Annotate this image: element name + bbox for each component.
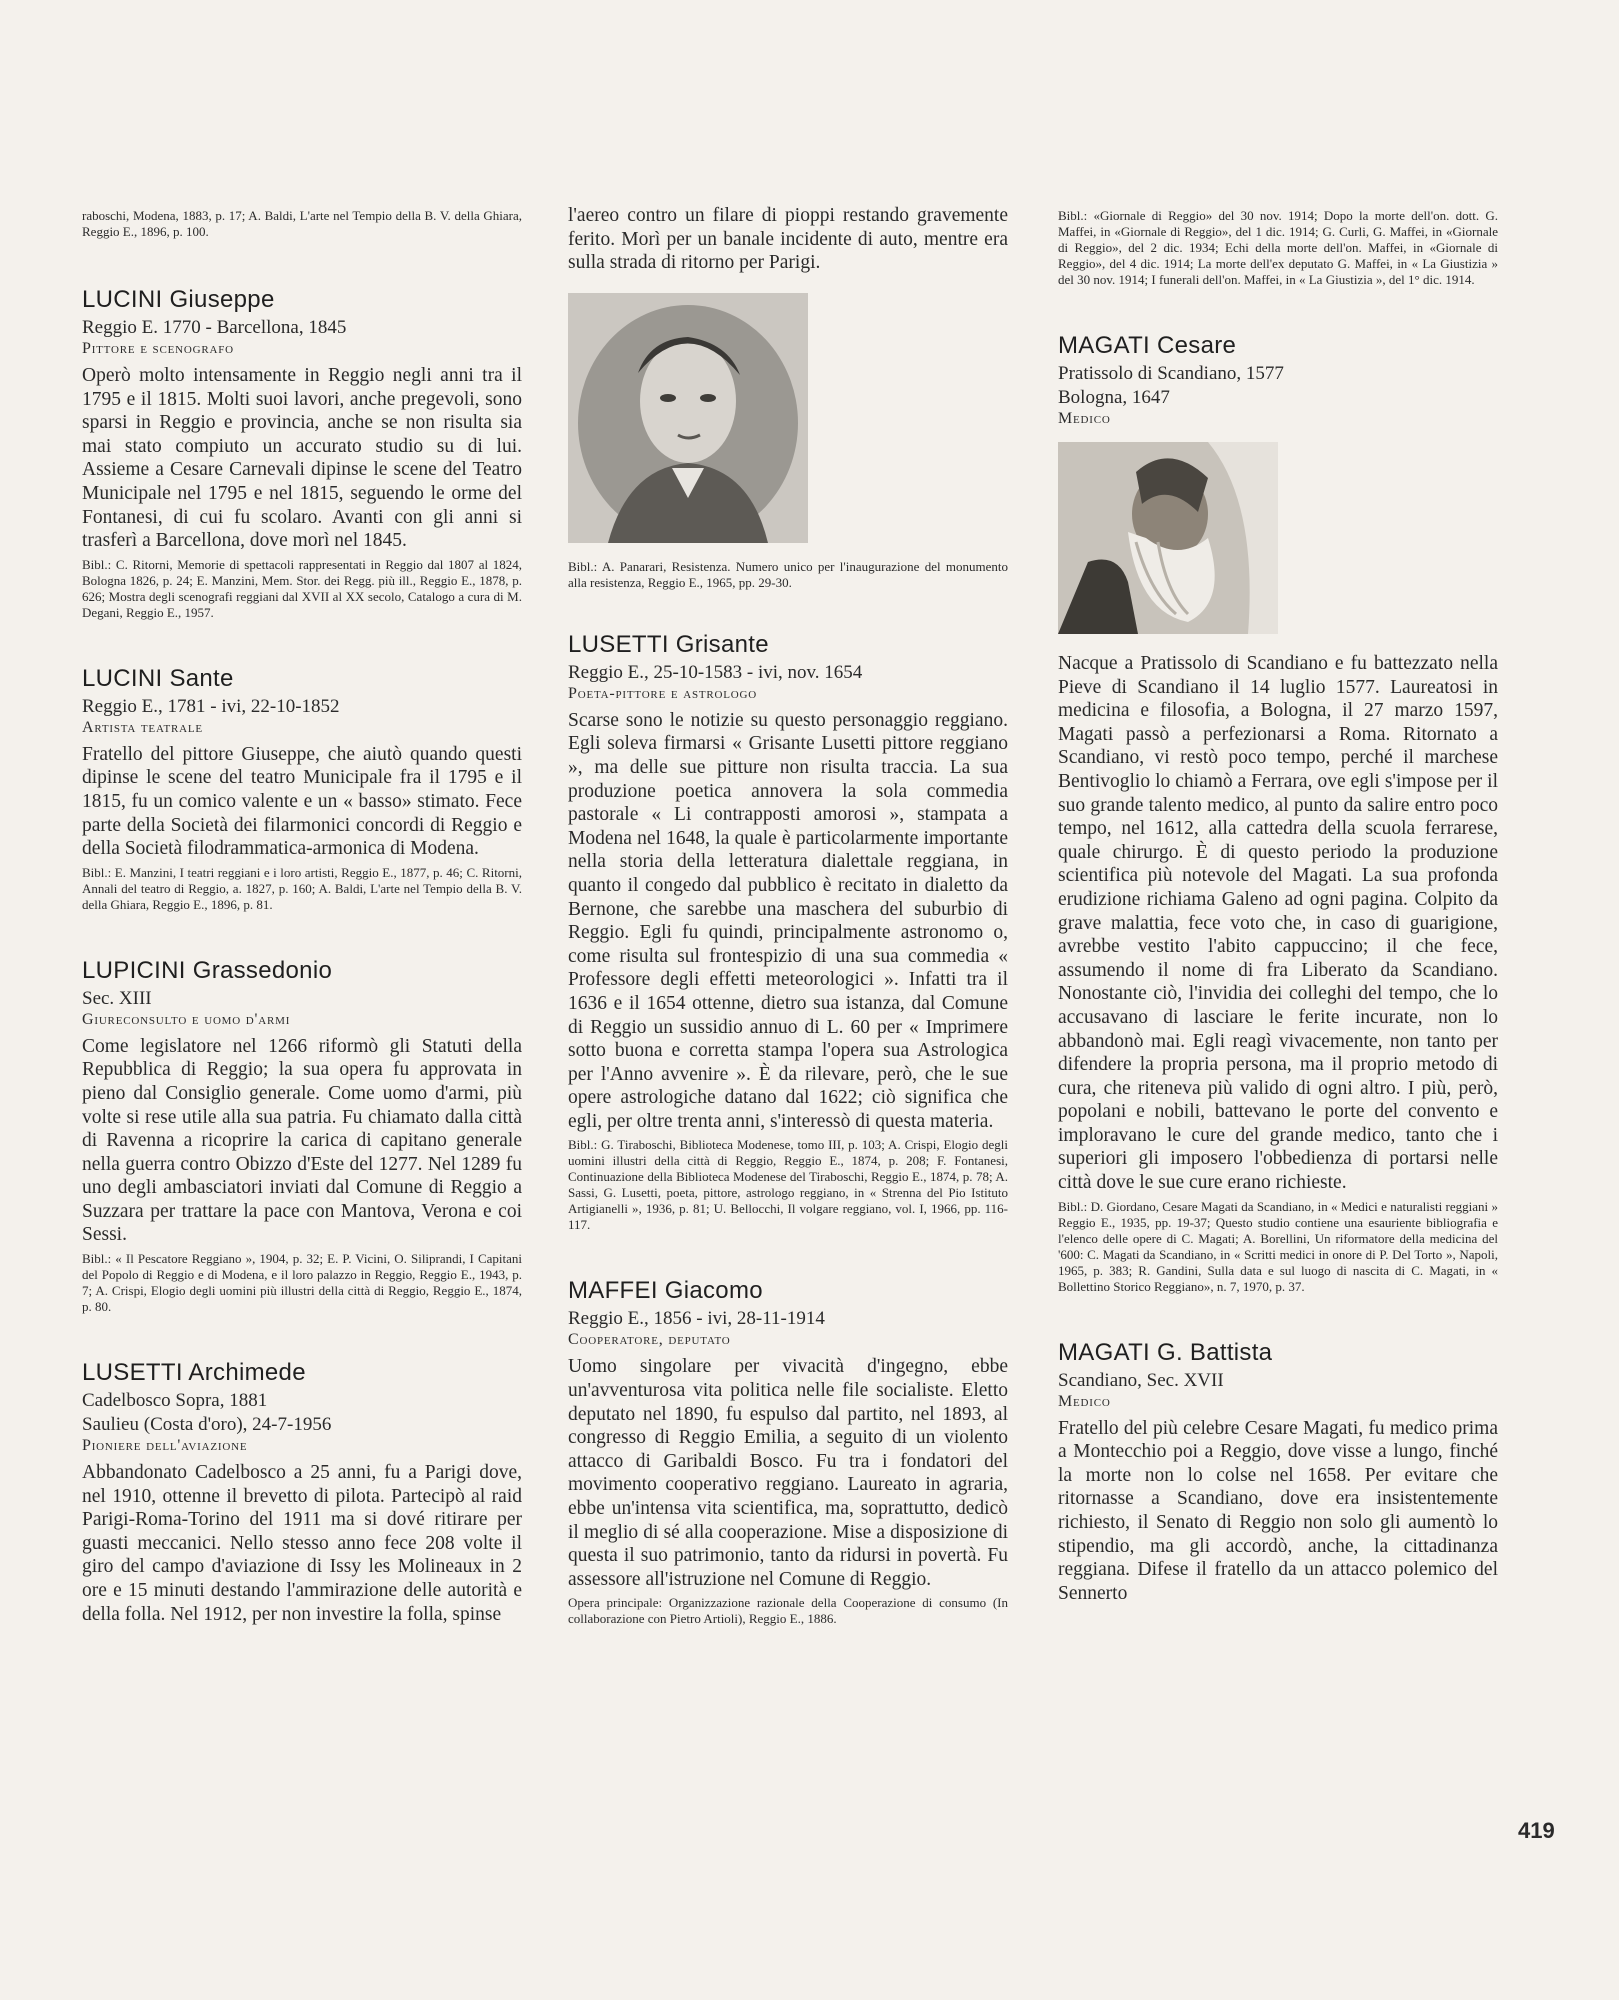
portrait-magati-cesare [1058,442,1278,634]
entry-body: Uomo singolare per vivacità d'ingegno, ebbe un'avventurosa vita politica nelle file socialiste. Eletto deputato nel 1890, fu espulso dal partito, nel 1893, al congresso di Reggio Emilia, a seguito di un violento attacco di Garibaldi Bosco. Fu tra i fondatori del movimento cooperativo reggiano. Laureato in agraria, ebbe un'intensa vita scientifica, ma, soprattutto, dedicò il meglio di sé alla cooperazione. Mise a disposizione di questa il suo patrimonio, tanto da ridursi in povertà. Fu assessore all'istruzione nel Comune di Reggio. [568,1356,1008,1590]
entry-body: Come legislatore nel 1266 riformò gli Statuti della Repubblica di Reggio; la sua opera fu approvata in pieno dal Consiglio generale. Come uomo d'armi, più volte si rese utile alla sua patria. Fu chiamato dalla città di Ravenna a ricoprire la carica di capitano generale nella guerra contro Obizzo d'Este del 1277. Nel 1289 fu uno degli ambasciatori inviati dal Comune di Reggio a Suzzara per trattare la pace con Mantova, Verona e coi Sessi. [82,1035,522,1246]
entry-bibliography: Opera principale: Organizzazione razionale della Cooperazione di consumo (In collaborazione con Pietro Artioli), Reggio E., 1886. [568,1595,1008,1627]
entry-place: Pratissolo di Scandiano, 1577 Bologna, 1647 [1058,363,1284,408]
entry-place: Reggio E., 25-10-1583 - ivi, nov. 1654 [568,661,863,683]
portrait-caption-bibliography: Bibl.: A. Panarari, Resistenza. Numero unico per l'inaugurazione del monumento alla resistenza, Reggio E., 1965, pp. 29-30. [568,558,1008,590]
entry-bibliography: Bibl.: D. Giordano, Cesare Magati da Scandiano, in « Medici e naturalisti reggiani » Reggio E., 1935, pp. 19-37; Questo studio contiene una esauriente bibliografia e l'elenco delle opere di C. Magati; A. Borellini, Un riformatore della medicina del '600: C. Magati da Scandiano, in « Scritti medici in onore di P. Del Torto », Napoli, 1965, p. 383; R. Gandini, Sulla data e sul luogo di nascita di C. Magati, in « Bollettino Storico Reggiano», n. 7, 1970, p. 37. [1058,1198,1498,1294]
entry-lusetti-archimede [82,1359,522,1626]
entry-bibliography: Bibl.: C. Ritorni, Memorie di spettacoli rappresentati in Reggio dal 1807 al 1824, Bologna 1826, p. 24; E. Manzini, Mem. Stor. dei Regg. più ill., Reggio E., 1878, p. 626; Mostra degli scenografi reggiani dal XVII al XX secolo, Catalogo a cura di M. Degani, Reggio E., 1957. [82,556,522,620]
entry-bibliography: Bibl.: « Il Pescatore Reggiano », 1904, p. 32; E. P. Vicini, O. Siliprandi, I Capitani del Popolo di Reggio e di Modena, e il loro palazzo in Reggio, Reggio E., 1943, p. 7; A. Crispi, Elogio degli uomini più illustri della città di Reggio, Reggio E., 1874, p. 80. [82,1251,522,1315]
entry-profession: Pittore e scenografo [82,340,234,357]
entry-place: Sec. XIII [82,987,152,1009]
page-number: 419 [1518,1818,1555,1843]
entry-lucini-giuseppe [82,286,522,621]
entry-body: Scarse sono le notizie su questo personaggio reggiano. Egli soleva firmarsi « Grisante Lusetti pittore reggiano », ma delle sue pitture non risulta traccia. La sua produzione poetica annovera la sola commedia pastorale « Li contrapposti amorosi », stampata a Modena nel 1648, la quale è particolarmente importante nella storia della letteratura dialettale reggiana, in quanto il congedo dal pubblico è recitato in dialetto da Bernone, che sarebbe una maschera del suburbio di Reggio. Egli fu quindi, principalmente astronomo o, come risulta sul frontespizio di una sua commedia « Professore degli effetti meteorologici ». Infatti tra il 1636 e il 1654 ottenne, dietro sua istanza, dal Comune di Reggio un sussidio annuo di L. 60 per « Imprimere sotto buona e corretta stampa l'opera sua Astrologica per l'Anno avvenire ». È da rilevare, però, che le sue opere astrologiche datano dal 1622; ciò significa che egli, per oltre trenta anni, s'interessò di questa materia. [568,709,1008,1132]
portrait-lusetti-archimede [568,293,808,543]
entry-lusetti-grisante [568,631,1008,1234]
portrait-image [568,293,808,543]
entry-place: Scandiano, Sec. XVII [1058,1369,1224,1391]
entry-maffei-giacomo [568,1277,1008,1627]
entry-name: LUCINI Sante [82,664,234,692]
entry-profession: Medico [1058,410,1111,427]
column-1 [82,204,522,1670]
entry-bibliography: Bibl.: E. Manzini, I teatri reggiani e i loro artisti, Reggio E., 1877, p. 46; C. Ritorni, Annali del teatro di Reggio, a. 1827, p. 160; A. Baldi, L'arte nel Tempio della B. V. della Ghiara, Reggio E., 1896, p. 81. [82,864,522,912]
entry-magati-cesare [1058,332,1498,1295]
entry-name: LUPICINI Grassedonio [82,956,333,984]
entry-profession: Giureconsulto e uomo d'armi [82,1010,291,1028]
entry-body: Operò molto intensamente in Reggio negli anni tra il 1795 e il 1815. Molti suoi lavori, anche pregevoli, sono sparsi in Reggio e provincia, anche se non risulta sia mai stato compiuto un accurato studio su di lui. Assieme a Cesare Carnevali dipinse le scene del Teatro Municipale nel 1795 e nel 1815, seguendo le orme del Fontanesi, di cui fu scolaro. Avanti con gli anni si trasferì a Barcellona, dove morì nel 1845. [82,365,522,552]
entry-body: Abbandonato Cadelbosco a 25 anni, fu a Parigi dove, nel 1910, ottenne il brevetto di pilota. Partecipò al raid Parigi-Roma-Torino del 1911 ma si dové ritirare per guasti meccanici. Nello stesso anno fece 208 volte il giro del campo d'aviazione di Issy les Molineaux in 2 ore e 15 minuti destando l'ammirazione delle autorità e della folla. Nel 1912, per non investire la folla, spinse [82,1462,522,1625]
entry-name: MAGATI G. Battista [1058,1338,1273,1366]
entry-place: Reggio E., 1856 - ivi, 28-11-1914 [568,1308,825,1330]
continuation-bibliography: Bibl.: «Giornale di Reggio» del 30 nov. 1914; Dopo la morte dell'on. dott. G. Maffei, in «Giornale di Reggio», del 1 dic. 1914; G. Curli, G. Maffei, in «Giornale di Reggio», del 2 dic. 1934; Echi della morte dell'on. Maffei, in «Giornale di Reggio», del 4 dic. 1914; La morte dell'ex deputato G. Maffei, in « La Giustizia » del 30 nov. 1914; I funerali dell'on. Maffei, in « La Giustizia », del 1° dic. 1914. [1058,208,1498,287]
continuation-bibliography: raboschi, Modena, 1883, p. 17; A. Baldi, L'arte nel Tempio della B. V. della Ghiara, Reggio E., 1896, p. 100. [82,208,522,239]
column-2 [568,204,1008,1671]
entry-profession: Artista teatrale [82,718,203,736]
entry-name: MAGATI Cesare [1058,332,1237,359]
entry-body: Fratello del pittore Giuseppe, che aiutò quando questi dipinse le scene del teatro Municipale fra il 1795 e il 1815, fu un comico valente e un « basso» stimato. Fece parte della Società dei filarmonici concordi di Reggio e della Società filodrammatica-armonica di Modena. [82,743,522,860]
entry-place: Cadelbosco Sopra, 1881 Saulieu (Costa d'oro), 24-7-1956 [82,1390,332,1436]
continuation-text: l'aereo contro un filare di pioppi restando gravemente ferito. Morì per un banale incidente di auto, mentre era sulla strada di ritorno per Parigi. [568,205,1008,274]
entry-profession: Poeta-pittore e astrologo [568,684,758,702]
entry-body: Nacque a Pratissolo di Scandiano e fu battezzato nella Pieve di Scandiano il 14 luglio 1577. Laureatosi in medicina e filosofia, a Bologna, il 27 marzo 1597, Magati passò a perfezionarsi a Roma. Ritornato a Scandiano, vi restò poco tempo, perché il marchese Bentivoglio lo chiamò a Ferrara, ove egli s'impose per il suo grande talento medico, al punto da salire entro poco tempo, nel 1612, alla cattedra della scuola ferrarese, quale chirurgo. È di questo periodo la produzione scientifica più notevole del Magati. La sua profonda erudizione richiama Galeno ad ogni pagina. Colpito da grave malattia, fece voto che, in caso di guarigione, avrebbe vestito l'abito cappuccino; il che fece, assumendo il nome di fra Liberato da Scandiano. Nonostante ciò, l'invidia dei colleghi del tempo, che lo accusavano di lasciare le ferite incurate, non lo abbandonò mai. Egli reagì vivacemente, non tanto per difendere la propria persona, ma il proprio metodo di cura, che riteneva più valido di ogni altro. I più, però, popolani e nobili, battevano le porte del convento e imploravano le cure del grande medico, tanto che i superiori gli imposero l'obbedienza di portarsi nelle città dove le sue cure erano richieste. [1058,653,1498,1194]
entry-lucini-sante [82,665,522,913]
portrait-image [1058,442,1278,634]
entry-bibliography: Bibl.: G. Tiraboschi, Biblioteca Modenese, tomo III, p. 103; A. Crispi, Elogio degli uomini illustri della città di Reggio, Reggio E., 1874, p. 208; F. Fontanesi, Continuazione della Biblioteca Modenese del Tiraboschi, Reggio E., 1874, p. 78; A. Sassi, G. Lusetti, poeta, pittore, astrologo reggiano, in « Strenna del Pio Istituto Artigianelli », 1936, p. 81; U. Bellocchi, Il volgare reggiano, vol. I, 1966, pp. 116-117. [568,1137,1008,1233]
entry-body: Fratello del più celebre Cesare Magati, fu medico prima a Montecchio poi a Reggio, dove visse a lungo, finché la morte non lo colse nel 1658. Per evitare che ritornasse a Scandiano, dove era insistentemente richiesto, il Senato di Reggio non solo gli aumentò lo stipendio, ma gli accordò, anche, la cittadinanza reggiana. Difese il fratello da un attacco polemico del Sennerto [1058,1417,1498,1604]
entry-place: Reggio E. 1770 - Barcellona, 1845 [82,317,347,338]
entry-profession: Cooperatore, deputato [568,1331,731,1349]
entry-profession: Pioniere dell'aviazione [82,1437,248,1455]
entry-magati-g-battista [1058,1339,1498,1606]
entry-name: MAFFEI Giacomo [568,1277,763,1305]
entry-name: LUSETTI Archimede [82,1359,306,1387]
entry-name: LUCINI Giuseppe [82,286,275,313]
entry-name: LUSETTI Grisante [568,630,769,658]
entry-profession: Medico [1058,1392,1111,1410]
column-3 [1058,204,1498,1649]
entry-place: Reggio E., 1781 - ivi, 22-10-1852 [82,695,340,717]
entry-lupicini-grassedonio [82,957,522,1315]
